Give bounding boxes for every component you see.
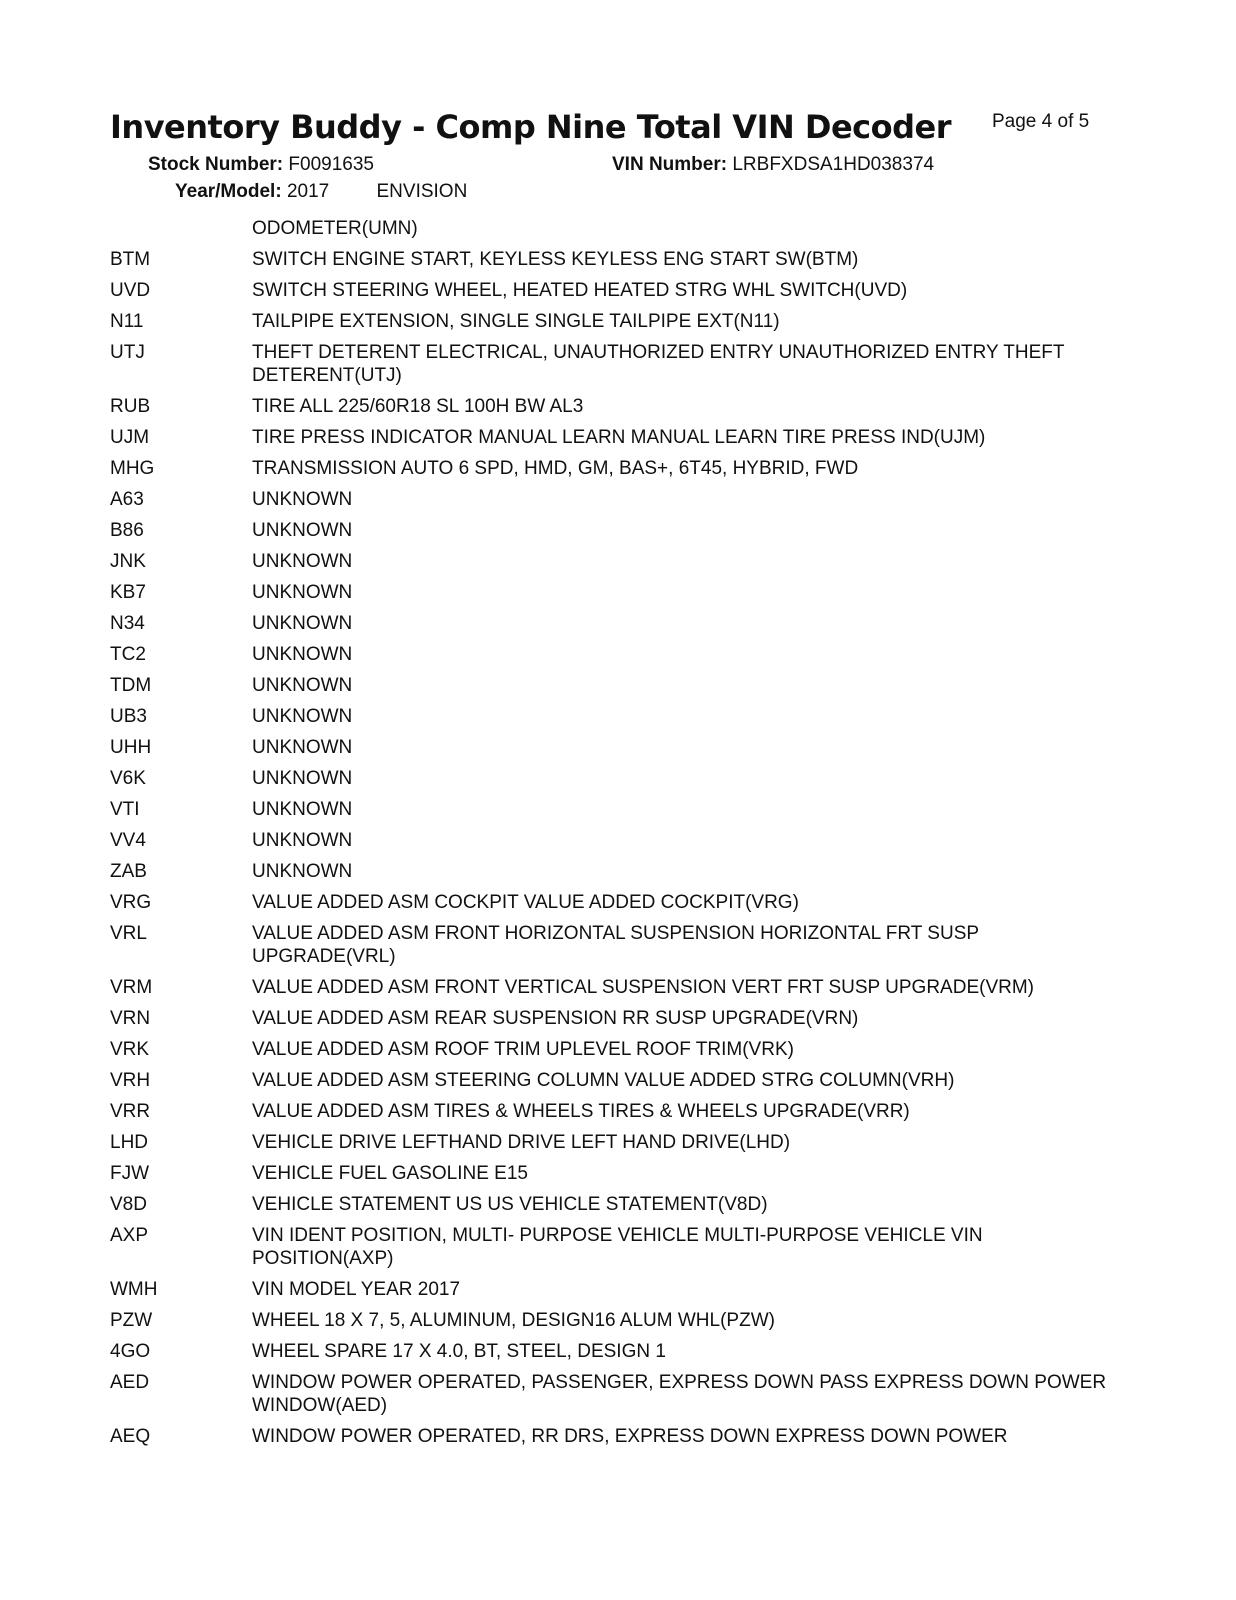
option-row (110, 426, 1110, 449)
option-description: UNKNOWN (252, 582, 353, 603)
option-description: UNKNOWN (252, 551, 353, 572)
option-code: VRM (110, 977, 153, 998)
option-row (110, 1131, 1110, 1154)
option-row (110, 643, 1110, 666)
option-code: BTM (110, 249, 151, 270)
option-code: V6K (110, 768, 146, 789)
page-number: Page 4 of 5 (992, 111, 1090, 132)
option-row (110, 279, 1110, 302)
option-row (110, 976, 1110, 999)
option-code: KB7 (110, 582, 146, 603)
option-row (110, 860, 1110, 883)
option-row (110, 1371, 1110, 1417)
option-row (110, 798, 1110, 821)
vin-number-value: LRBFXDSA1HD038374 (732, 154, 935, 175)
option-description: ODOMETER(UMN) (252, 218, 418, 239)
option-description: TIRE ALL 225/60R18 SL 100H BW AL3 (252, 396, 584, 417)
option-code: WMH (110, 1279, 158, 1300)
option-description: UNKNOWN (252, 799, 353, 820)
option-description: VALUE ADDED ASM FRONT HORIZONTAL SUSPENSION HORIZONTAL FRT SUSP UPGRADE(VRL) (252, 923, 979, 967)
option-description: TIRE PRESS INDICATOR MANUAL LEARN MANUAL LEARN TIRE PRESS IND(UJM) (252, 427, 986, 448)
option-code: 4GO (110, 1341, 151, 1362)
option-description: UNKNOWN (252, 768, 353, 789)
option-row (110, 395, 1110, 418)
year-model-label: Year/Model: (175, 181, 282, 202)
option-row (110, 488, 1110, 511)
option-code: N34 (110, 613, 145, 634)
option-code: UHH (110, 737, 152, 758)
option-description: WHEEL 18 X 7, 5, ALUMINUM, DESIGN16 ALUM WHL(PZW) (252, 1310, 775, 1331)
option-description: VIN MODEL YEAR 2017 (252, 1279, 461, 1300)
option-description: UNKNOWN (252, 706, 353, 727)
option-code: VRR (110, 1101, 151, 1122)
stock-number-value: F0091635 (288, 154, 374, 175)
option-code: VRH (110, 1070, 151, 1091)
option-code: PZW (110, 1310, 153, 1331)
option-description: UNKNOWN (252, 830, 353, 851)
option-code: VTI (110, 799, 140, 820)
option-row (110, 1007, 1110, 1030)
option-row (110, 310, 1110, 333)
vin-number (612, 154, 934, 176)
option-code: VV4 (110, 830, 146, 851)
option-code: JNK (110, 551, 146, 572)
option-row (110, 550, 1110, 573)
option-code: LHD (110, 1132, 149, 1153)
option-row (110, 457, 1110, 480)
option-code: UJM (110, 427, 150, 448)
option-description: VALUE ADDED ASM TIRES & WHEELS TIRES & WHEELS UPGRADE(VRR) (252, 1101, 910, 1122)
option-code: UTJ (110, 342, 145, 363)
year-model (175, 181, 467, 203)
option-row (110, 248, 1110, 271)
year-value: 2017 (286, 181, 330, 202)
option-row (110, 891, 1110, 914)
option-row (110, 829, 1110, 852)
model-value: ENVISION (376, 181, 468, 202)
option-description: VEHICLE STATEMENT US US VEHICLE STATEMENT(V8D) (252, 1194, 768, 1215)
option-description: VEHICLE DRIVE LEFTHAND DRIVE LEFT HAND DRIVE(LHD) (252, 1132, 791, 1153)
option-description: UNKNOWN (252, 520, 353, 541)
option-code: VRK (110, 1039, 150, 1060)
option-description: SWITCH STEERING WHEEL, HEATED HEATED STRG WHL SWITCH(UVD) (252, 280, 908, 301)
option-code: VRG (110, 892, 152, 913)
option-row (110, 1425, 1110, 1448)
option-code-list (110, 217, 1110, 1456)
option-row (110, 581, 1110, 604)
option-row (110, 922, 1110, 968)
option-code: AEQ (110, 1426, 151, 1447)
option-row (110, 1309, 1110, 1332)
vin-number-label: VIN Number: (612, 154, 728, 175)
option-code: UVD (110, 280, 151, 301)
option-code: RUB (110, 396, 151, 417)
option-code: ZAB (110, 861, 147, 882)
option-description: VALUE ADDED ASM REAR SUSPENSION RR SUSP UPGRADE(VRN) (252, 1008, 859, 1029)
option-row (110, 341, 1110, 387)
option-code: B86 (110, 520, 144, 541)
option-description: SWITCH ENGINE START, KEYLESS KEYLESS ENG START SW(BTM) (252, 249, 859, 270)
option-row (110, 1340, 1110, 1363)
option-description: TAILPIPE EXTENSION, SINGLE SINGLE TAILPIPE EXT(N11) (252, 311, 780, 332)
option-row (110, 705, 1110, 728)
option-row (110, 736, 1110, 759)
stock-number-label: Stock Number: (148, 154, 284, 175)
option-description: UNKNOWN (252, 644, 353, 665)
option-row (110, 1278, 1110, 1301)
option-description: WHEEL SPARE 17 X 4.0, BT, STEEL, DESIGN 1 (252, 1341, 666, 1362)
option-code: MHG (110, 458, 155, 479)
option-code: TC2 (110, 644, 146, 665)
option-description: UNKNOWN (252, 737, 353, 758)
page-title: Inventory Buddy - Comp Nine Total VIN Decoder (110, 108, 951, 146)
option-description: WINDOW POWER OPERATED, PASSENGER, EXPRESS DOWN PASS EXPRESS DOWN POWER WINDOW(AED) (252, 1372, 1107, 1416)
option-description: UNKNOWN (252, 613, 353, 634)
option-row (110, 519, 1110, 542)
option-code: FJW (110, 1163, 150, 1184)
option-description: UNKNOWN (252, 861, 353, 882)
option-row (110, 612, 1110, 635)
option-description: VEHICLE FUEL GASOLINE E15 (252, 1163, 528, 1184)
option-description: TRANSMISSION AUTO 6 SPD, HMD, GM, BAS+, 6T45, HYBRID, FWD (252, 458, 859, 479)
option-row (110, 674, 1110, 697)
option-description: VALUE ADDED ASM FRONT VERTICAL SUSPENSION VERT FRT SUSP UPGRADE(VRM) (252, 977, 1034, 998)
option-row (110, 1224, 1110, 1270)
option-code: TDM (110, 675, 152, 696)
option-code (110, 217, 252, 240)
option-row (110, 1038, 1110, 1061)
option-description: UNKNOWN (252, 675, 353, 696)
option-description: VIN IDENT POSITION, MULTI- PURPOSE VEHICLE MULTI-PURPOSE VEHICLE VIN POSITION(AXP) (252, 1225, 983, 1269)
option-row (110, 767, 1110, 790)
option-code: V8D (110, 1194, 147, 1215)
option-code: A63 (110, 489, 144, 510)
stock-number (148, 154, 374, 176)
option-code: N11 (110, 311, 144, 332)
option-code: AED (110, 1372, 150, 1393)
option-code: VRL (110, 923, 147, 944)
option-code: UB3 (110, 706, 147, 727)
option-row (110, 217, 1110, 240)
option-row (110, 1193, 1110, 1216)
option-row (110, 1069, 1110, 1092)
option-description: VALUE ADDED ASM COCKPIT VALUE ADDED COCKPIT(VRG) (252, 892, 799, 913)
option-description: THEFT DETERENT ELECTRICAL, UNAUTHORIZED ENTRY UNAUTHORIZED ENTRY THEFT DETERENT(UTJ) (252, 342, 1065, 386)
option-code: AXP (110, 1225, 149, 1246)
option-description: VALUE ADDED ASM ROOF TRIM UPLEVEL ROOF TRIM(VRK) (252, 1039, 794, 1060)
option-description: VALUE ADDED ASM STEERING COLUMN VALUE ADDED STRG COLUMN(VRH) (252, 1070, 955, 1091)
option-description: WINDOW POWER OPERATED, RR DRS, EXPRESS DOWN EXPRESS DOWN POWER (252, 1426, 1008, 1447)
option-row (110, 1100, 1110, 1123)
option-row (110, 1162, 1110, 1185)
option-code: VRN (110, 1008, 151, 1029)
option-description: UNKNOWN (252, 489, 353, 510)
